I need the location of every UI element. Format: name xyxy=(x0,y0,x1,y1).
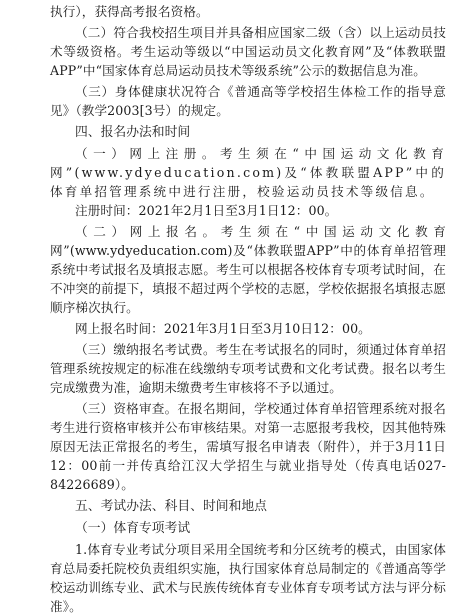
paragraph-registration-time: 网上报名时间：2021年3月1日至3月10日12：00。 xyxy=(75,321,371,336)
paragraph-exam-fee: （三）缴纳报名考试费。考生在考试报名的同时，须通过体育单招管理系统按规定的标准在线缴纳专项考试费和文化考试费。报名以考生完成缴费为准，逾期未缴费考生审核将不予以通过。 xyxy=(50,342,446,395)
paragraph-signup-time: 注册时间：2021年2月1日至3月1日12：00。 xyxy=(75,203,338,218)
section-heading-registration: 四、报名办法和时间 xyxy=(75,125,191,140)
paragraph-exam-registration-tail: 执行），获得高考报名资格。 xyxy=(50,4,209,19)
paragraph-qualification-review: （三）资格审查。在报名期间，学校通过体育单招管理系统对报名考生进行资格审核并公布审核结果。对第一志愿报考我校，因其他特殊原因无法正常报名的考生，需填写报名申请表（附件），并于3月11日12：00前一并传真给江汉大学招生与就业指导处（传真电话027-84226689）。 xyxy=(50,401,446,492)
paragraph-health-requirement: （三）身体健康状况符合《普通高等学校招生体检工作的指导意见》（教学2003[3号）的规定。 xyxy=(50,84,446,118)
paragraph-sports-exam-details: 1.体育专业考试分项目采用全国统考和分区统考的模式，由国家体育总局委托院校负责组织实施，执行国家体育总局制定的《普通高等学校运动训练专业、武术与民族传统体育专业体育专项考试方法与评分标准》。 xyxy=(50,542,446,614)
subsection-heading-sports-exam: （一）体育专项考试 xyxy=(75,521,191,536)
paragraph-online-signup: （一）网上注册。考生须在“中国运动文化教育网”(www.ydyeducation.com)及“体教联盟APP”中的体育单招管理系统中进行注册，校验运动员技术等级信息。 xyxy=(50,146,446,199)
section-heading-exam-methods: 五、考试办法、科目、时间和地点 xyxy=(75,499,267,514)
paragraph-athlete-level-requirement: （二）符合我校招生项目并具备相应国家二级（含）以上运动员技术等级资格。考生运动等级以“中国运动员文化教育网”及“体教联盟APP”中“国家体育总局运动员技术等级系统”公示的数据信息为准。 xyxy=(50,25,446,78)
paragraph-online-registration: （二）网上报名。考生须在“中国运动文化教育网”(www.ydyeducation.com)及“体教联盟APP”中的体育单招管理系统中考试报名及填报志愿。考生可以根据各校体育专项考试时间，在不冲突的前提下，填报不超过两个学校的志愿，学校依据报名填报志愿顺序梯次执行。 xyxy=(50,224,446,315)
